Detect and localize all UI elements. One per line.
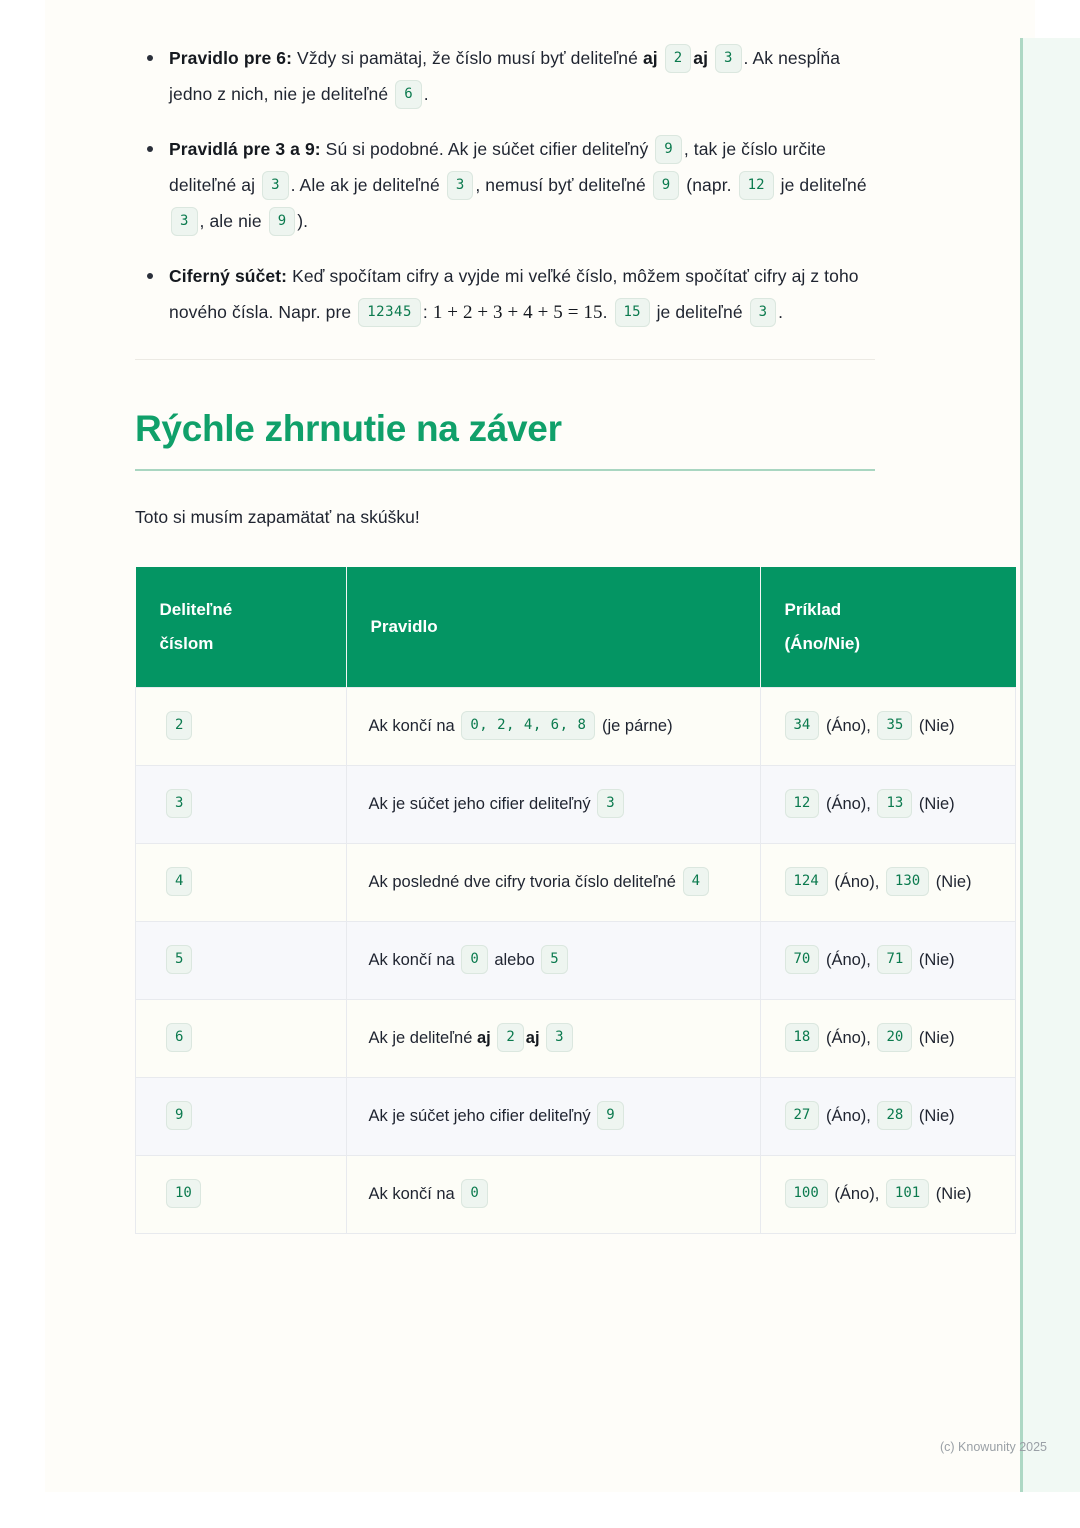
cell-example: 34 (Áno), 35 (Nie)	[760, 687, 1016, 765]
cell-divisor	[136, 843, 347, 921]
cell-rule: Ak končí na 0	[346, 1155, 760, 1233]
cell-example: 18 (Áno), 20 (Nie)	[760, 999, 1016, 1077]
list-item: Pravidlá pre 3 a 9: Sú si podobné. Ak je súčet cifier deliteľný 9 , tak je číslo určite deliteľné aj 3 . Ale ak je deliteľné 3 , nemusí byť deliteľné 9 (napr. 12 je deliteľné 3 , ale nie 9 ).	[169, 131, 875, 239]
code-chip: 12345	[358, 298, 421, 327]
cell-rule: Ak končí na 0 alebo 5	[346, 921, 760, 999]
title-underline	[135, 469, 875, 471]
cell-example: 27 (Áno), 28 (Nie)	[760, 1077, 1016, 1155]
code-chip: 3	[715, 44, 742, 73]
code-chip: 28	[877, 1101, 912, 1130]
code-chip: 9	[653, 171, 680, 200]
column-header-divisor: Deliteľné číslom	[136, 567, 347, 688]
code-chip: 101	[886, 1179, 929, 1208]
code-chip: 3	[750, 298, 777, 327]
code-chip: 4	[166, 867, 192, 896]
code-chip: 12	[785, 789, 820, 818]
cell-example: 12 (Áno), 13 (Nie)	[760, 765, 1016, 843]
code-chip: 124	[785, 867, 828, 896]
code-chip: 3	[597, 789, 623, 818]
code-chip: 130	[886, 867, 929, 896]
cell-divisor	[136, 1155, 347, 1233]
code-chip: 2	[166, 711, 192, 740]
section-divider	[135, 359, 875, 360]
emphasis-text: aj	[476, 1028, 491, 1047]
code-chip: 5	[541, 945, 567, 974]
list-item-lead: Pravidlá pre 3 a 9:	[169, 139, 321, 159]
list-item: Pravidlo pre 6: Vždy si pamätaj, že číslo musí byť deliteľné aj 2 aj 3 . Ak nespĺňa jedno z nich, nie je deliteľné 6 .	[169, 40, 875, 112]
code-chip: 3	[166, 789, 192, 818]
code-chip: 3	[447, 171, 474, 200]
table-row	[136, 921, 1016, 999]
emphasis-text: aj	[642, 48, 658, 68]
code-chip: 12	[739, 171, 774, 200]
code-chip: 13	[877, 789, 912, 818]
code-chip: 5	[166, 945, 192, 974]
column-header-example: Príklad (Áno/Nie)	[760, 567, 1016, 688]
table-row	[136, 687, 1016, 765]
code-chip: 71	[877, 945, 912, 974]
code-chip: 0	[461, 1179, 487, 1208]
code-chip: 3	[262, 171, 289, 200]
code-chip: 35	[877, 711, 912, 740]
cell-rule: Ak končí na 0, 2, 4, 6, 8 (je párne)	[346, 687, 760, 765]
emphasis-text: aj	[525, 1028, 540, 1047]
cell-divisor	[136, 765, 347, 843]
code-chip: 4	[683, 867, 709, 896]
table-header	[136, 567, 1016, 688]
cell-divisor	[136, 999, 347, 1077]
cell-divisor	[136, 1077, 347, 1155]
table-row	[136, 843, 1016, 921]
table-row	[136, 765, 1016, 843]
math-expression: 1 + 2 + 3 + 4 + 5 = 15	[432, 302, 603, 323]
table-row	[136, 1155, 1016, 1233]
page-title: Rýchle zhrnutie na záver	[135, 408, 562, 449]
code-chip: 0, 2, 4, 6, 8	[461, 711, 595, 740]
code-chip: 100	[785, 1179, 828, 1208]
list-item-lead: Ciferný súčet:	[169, 266, 288, 286]
code-chip: 18	[785, 1023, 820, 1052]
cell-divisor	[136, 687, 347, 765]
code-chip: 9	[166, 1101, 192, 1130]
list-item-lead: Pravidlo pre 6:	[169, 48, 293, 68]
divisibility-rules-list	[135, 40, 875, 331]
cell-rule: Ak je súčet jeho cifier deliteľný 3	[346, 765, 760, 843]
code-chip: 2	[665, 44, 692, 73]
cell-example: 124 (Áno), 130 (Nie)	[760, 843, 1016, 921]
cell-rule: Ak posledné dve cifry tvoria číslo deliteľné 4	[346, 843, 760, 921]
code-chip: 20	[877, 1023, 912, 1052]
table-header-row	[136, 567, 1016, 688]
cell-rule: Ak je súčet jeho cifier deliteľný 9	[346, 1077, 760, 1155]
code-chip: 0	[461, 945, 487, 974]
table-row	[136, 1077, 1016, 1155]
code-chip: 27	[785, 1101, 820, 1130]
table-row	[136, 999, 1016, 1077]
cell-divisor	[136, 921, 347, 999]
code-chip: 34	[785, 711, 820, 740]
code-chip: 70	[785, 945, 820, 974]
code-chip: 10	[166, 1179, 201, 1208]
code-chip: 6	[395, 80, 422, 109]
code-chip: 3	[171, 207, 198, 236]
divisibility-summary-table	[135, 567, 1016, 1234]
code-chip: 2	[497, 1023, 523, 1052]
intro-paragraph: Toto si musím zapamätať na skúšku!	[135, 506, 420, 527]
list-item: Ciferný súčet: Keď spočítam cifry a vyjde mi veľké číslo, môžem spočítať cifry aj z toho nového čísla. Napr. pre 12345 : 1 + 2 + 3 + 4 + 5 = 15. 15 je deliteľné 3 .	[169, 258, 875, 331]
code-chip: 3	[546, 1023, 572, 1052]
cell-rule: Ak je deliteľné aj 2 aj 3	[346, 999, 760, 1077]
code-chip: 15	[615, 298, 650, 327]
page-side-accent-strip	[1020, 38, 1080, 1492]
cell-example: 100 (Áno), 101 (Nie)	[760, 1155, 1016, 1233]
code-chip: 9	[655, 135, 682, 164]
table-body	[136, 687, 1016, 1233]
code-chip: 6	[166, 1023, 192, 1052]
code-chip: 9	[269, 207, 296, 236]
column-header-rule: Pravidlo	[346, 567, 760, 688]
code-chip: 9	[597, 1101, 623, 1130]
emphasis-text: aj	[693, 48, 709, 68]
document-content	[135, 40, 972, 1234]
copyright-watermark: (c) Knowunity 2025	[940, 1440, 1048, 1454]
cell-example: 70 (Áno), 71 (Nie)	[760, 921, 1016, 999]
document-page	[45, 0, 1048, 1492]
